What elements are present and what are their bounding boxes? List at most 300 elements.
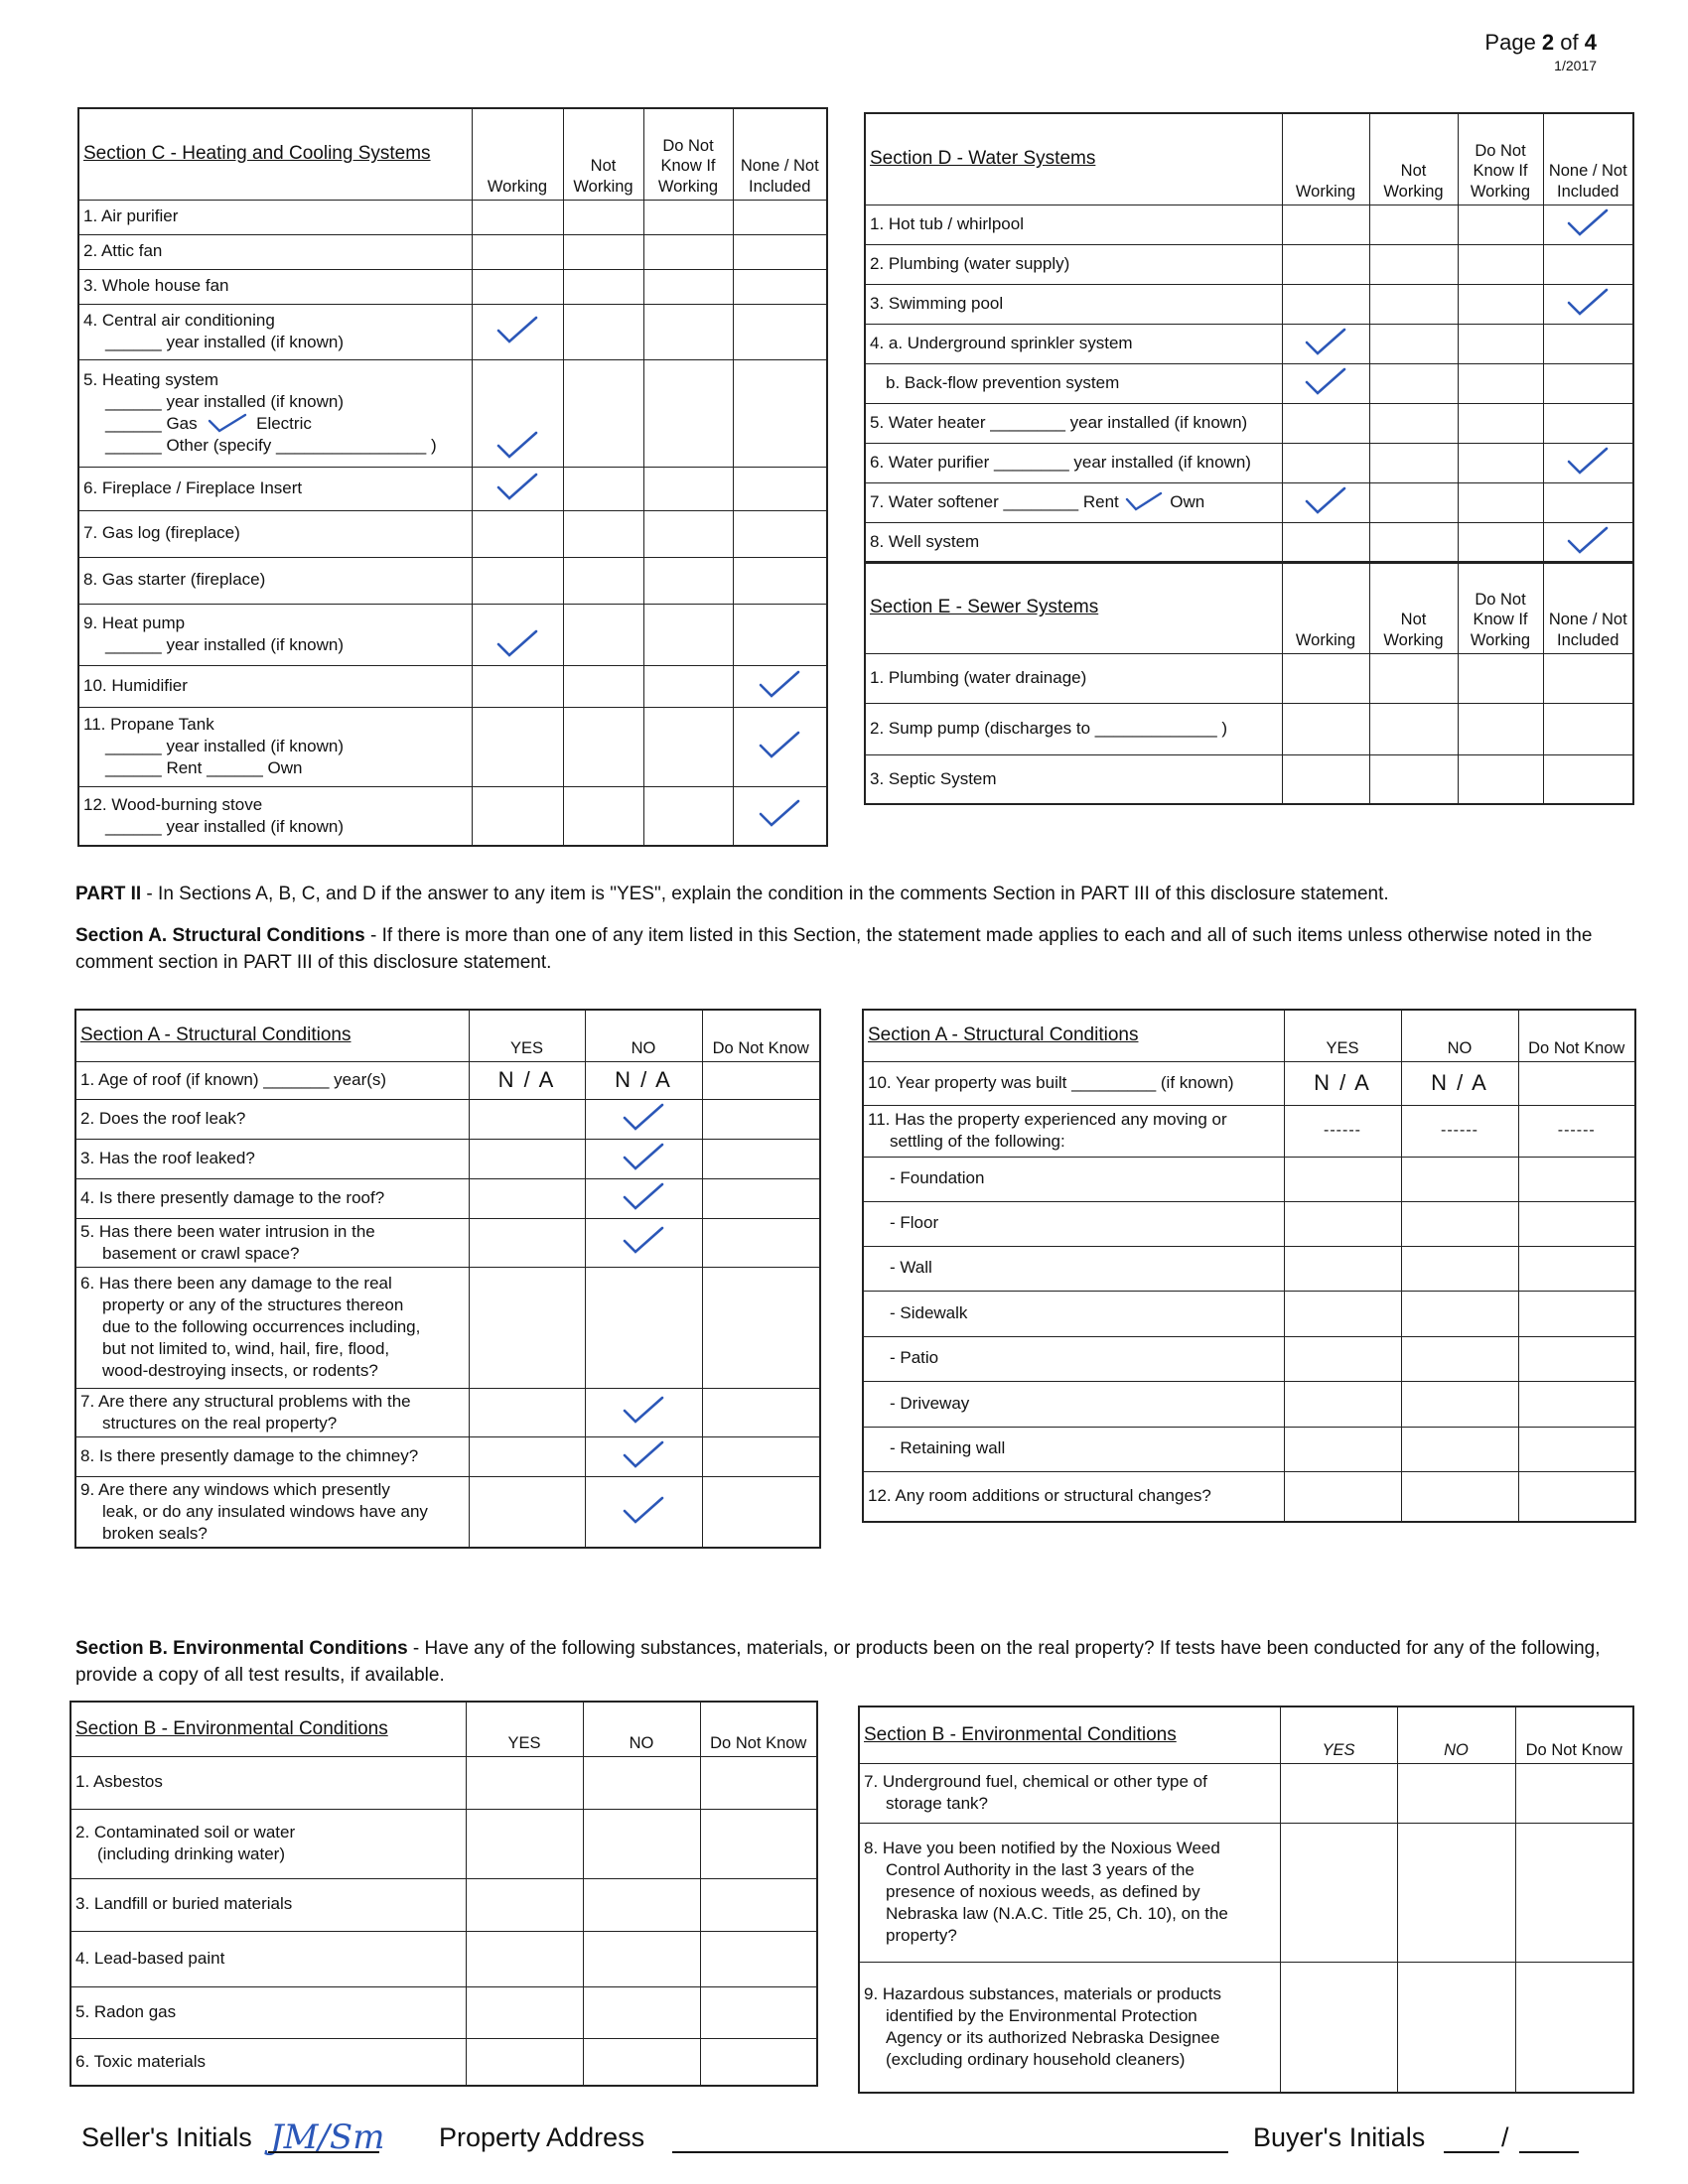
- item-heat-pump: 9. Heat pump ______ year installed (if known): [78, 604, 472, 665]
- cell[interactable]: [1284, 1336, 1401, 1381]
- cell[interactable]: [1369, 244, 1458, 284]
- cell[interactable]: [563, 304, 643, 359]
- section-b-title: Section B - Environmental Conditions: [859, 1706, 1280, 1763]
- cell[interactable]: [733, 510, 827, 557]
- section-a-left-table: [74, 1009, 821, 1549]
- cell[interactable]: [1369, 522, 1458, 563]
- cell[interactable]: [1543, 363, 1633, 403]
- item-property-damage: 6. Has there been any damage to the real property or any of the structures thereon due to the following occurrences including, but not limited to, wind, hail, fire, flood, wood-destroying insects, or rodents?: [75, 1267, 469, 1388]
- item-driveway: - Driveway: [863, 1381, 1284, 1427]
- cell[interactable]: [472, 707, 563, 786]
- item-toxic: 6. Toxic materials: [70, 2038, 466, 2086]
- cell[interactable]: [1458, 403, 1543, 443]
- section-c-title: Section C - Heating and Cooling Systems: [78, 108, 472, 200]
- checkmark-icon: [621, 1495, 666, 1525]
- cell[interactable]: [733, 234, 827, 269]
- cell[interactable]: [469, 1267, 585, 1388]
- cell[interactable]: [466, 1986, 583, 2038]
- item-attic-fan: 2. Attic fan: [78, 234, 472, 269]
- cell[interactable]: [563, 604, 643, 665]
- cell[interactable]: [585, 1267, 702, 1388]
- cell-yes: ------: [1284, 1105, 1401, 1157]
- cell[interactable]: [1284, 1201, 1401, 1246]
- item-well-system: 8. Well system: [865, 522, 1282, 563]
- cell[interactable]: [1518, 1427, 1635, 1471]
- col-working: Working: [1282, 113, 1369, 205]
- cell[interactable]: [1369, 363, 1458, 403]
- cell[interactable]: [1282, 522, 1369, 563]
- cell-working[interactable]: [472, 304, 563, 359]
- cell[interactable]: [1369, 703, 1458, 754]
- item-wall: - Wall: [863, 1246, 1284, 1291]
- page-number: Page 2 of 4: [1484, 30, 1597, 55]
- item-backflow: b. Back-flow prevention system: [865, 363, 1282, 403]
- cell[interactable]: [643, 200, 733, 234]
- col-working: Working: [1282, 562, 1369, 653]
- cell[interactable]: [643, 467, 733, 510]
- checkmark-icon: [621, 1142, 666, 1171]
- item-contaminated-soil: 2. Contaminated soil or water (including drinking water): [70, 1809, 466, 1878]
- cell[interactable]: [1458, 324, 1543, 363]
- cell[interactable]: [1458, 363, 1543, 403]
- cell[interactable]: [700, 1931, 817, 1986]
- item-hot-tub: 1. Hot tub / whirlpool: [865, 205, 1282, 244]
- cell-no[interactable]: [585, 1436, 702, 1476]
- item-lead-paint: 4. Lead-based paint: [70, 1931, 466, 1986]
- checkmark-icon: [1565, 287, 1611, 317]
- item-retaining-wall: - Retaining wall: [863, 1427, 1284, 1471]
- cell-no: ------: [1401, 1105, 1518, 1157]
- page-header: [1484, 30, 1597, 73]
- cell[interactable]: [702, 1436, 820, 1476]
- cell[interactable]: [1280, 1823, 1397, 1962]
- cell[interactable]: [583, 1931, 700, 1986]
- cell[interactable]: [1284, 1427, 1401, 1471]
- cell[interactable]: [472, 665, 563, 707]
- cell-no[interactable]: [585, 1388, 702, 1436]
- cell-working[interactable]: [1282, 324, 1369, 363]
- cell[interactable]: [469, 1218, 585, 1267]
- cell-none[interactable]: [1543, 205, 1633, 244]
- cell[interactable]: [583, 1878, 700, 1931]
- col-yes: YES: [466, 1702, 583, 1756]
- cell[interactable]: [1518, 1157, 1635, 1201]
- cell[interactable]: [1284, 1291, 1401, 1336]
- cell[interactable]: [702, 1099, 820, 1139]
- cell[interactable]: [1282, 653, 1369, 703]
- cell[interactable]: [733, 359, 827, 467]
- cell-working[interactable]: [1282, 482, 1369, 522]
- col-no: NO: [1401, 1010, 1518, 1061]
- cell[interactable]: [469, 1139, 585, 1178]
- cell-working[interactable]: [472, 604, 563, 665]
- cell[interactable]: [1369, 205, 1458, 244]
- cell[interactable]: [466, 2038, 583, 2086]
- item-water-softener: 7. Water softener ________ Rent Own: [865, 482, 1282, 522]
- checkmark-icon: [757, 798, 802, 828]
- cell[interactable]: [1458, 522, 1543, 563]
- cell[interactable]: [643, 665, 733, 707]
- item-water-intrusion: 5. Has there been water intrusion in the basement or crawl space?: [75, 1218, 469, 1267]
- col-do-not-know: Do Not Know: [1518, 1010, 1635, 1061]
- footer: [81, 2110, 1611, 2159]
- item-room-additions: 12. Any room additions or structural changes?: [863, 1471, 1284, 1522]
- cell[interactable]: [469, 1388, 585, 1436]
- property-address-line[interactable]: [672, 2151, 1228, 2153]
- cell-yes[interactable]: N / A: [1284, 1061, 1401, 1105]
- cell[interactable]: [643, 510, 733, 557]
- cell[interactable]: [643, 304, 733, 359]
- col-yes: YES: [1280, 1706, 1397, 1763]
- cell[interactable]: [702, 1388, 820, 1436]
- col-no: NO: [1397, 1706, 1515, 1763]
- cell[interactable]: [1369, 754, 1458, 804]
- cell[interactable]: [1401, 1381, 1518, 1427]
- cell[interactable]: [702, 1267, 820, 1388]
- cell[interactable]: [1369, 284, 1458, 324]
- cell[interactable]: [1401, 1471, 1518, 1522]
- checkmark-icon: [757, 730, 802, 759]
- cell[interactable]: [1458, 284, 1543, 324]
- cell-no[interactable]: [585, 1178, 702, 1218]
- buyer-initials-slash: /: [1501, 2122, 1509, 2152]
- cell[interactable]: [583, 1756, 700, 1809]
- cell[interactable]: [1515, 1763, 1633, 1823]
- col-not-working: Not Working: [1369, 562, 1458, 653]
- col-do-not-know: Do Not Know If Working: [1458, 562, 1543, 653]
- cell[interactable]: [1282, 754, 1369, 804]
- cell[interactable]: [583, 2038, 700, 2086]
- col-no: NO: [585, 1010, 702, 1061]
- property-address-label: Property Address: [439, 2122, 645, 2152]
- cell[interactable]: [1518, 1201, 1635, 1246]
- cell[interactable]: [733, 200, 827, 234]
- cell[interactable]: [1458, 703, 1543, 754]
- section-c-table: [77, 107, 828, 847]
- section-e-title: Section E - Sewer Systems: [865, 562, 1282, 653]
- cell-no[interactable]: [585, 1099, 702, 1139]
- col-yes: YES: [1284, 1010, 1401, 1061]
- checkmark-icon: [494, 628, 540, 658]
- item-sprinkler: 4. a. Underground sprinkler system: [865, 324, 1282, 363]
- cell[interactable]: [563, 707, 643, 786]
- cell[interactable]: [1518, 1291, 1635, 1336]
- col-no: NO: [583, 1702, 700, 1756]
- cell-none[interactable]: [733, 707, 827, 786]
- section-a-title: Section A - Structural Conditions: [863, 1010, 1284, 1061]
- cell[interactable]: [1284, 1471, 1401, 1522]
- cell-none[interactable]: [1543, 284, 1633, 324]
- cell[interactable]: [1369, 403, 1458, 443]
- col-do-not-know: Do Not Know: [1515, 1706, 1633, 1763]
- checkmark-icon: [757, 669, 802, 699]
- cell[interactable]: [733, 557, 827, 604]
- item-asbestos: 1. Asbestos: [70, 1756, 466, 1809]
- section-b-right-table: [858, 1706, 1634, 2094]
- cell[interactable]: [1282, 205, 1369, 244]
- checkmark-icon: [494, 472, 540, 501]
- cell-working[interactable]: [472, 467, 563, 510]
- col-none: None / Not Included: [1543, 113, 1633, 205]
- item-sump-pump: 2. Sump pump (discharges to _____________ ): [865, 703, 1282, 754]
- cell[interactable]: [1518, 1061, 1635, 1105]
- item-fireplace: 6. Fireplace / Fireplace Insert: [78, 467, 472, 510]
- cell[interactable]: [472, 269, 563, 304]
- checkmark-icon: [621, 1395, 666, 1425]
- buyer-initials-label: Buyer's Initials: [1253, 2122, 1426, 2152]
- cell[interactable]: [1401, 1427, 1518, 1471]
- cell[interactable]: [472, 786, 563, 846]
- cell-yes[interactable]: N / A: [469, 1061, 585, 1099]
- cell[interactable]: [702, 1139, 820, 1178]
- cell[interactable]: [1280, 1962, 1397, 2093]
- buyer-initials-line-2[interactable]: [1519, 2151, 1579, 2153]
- cell[interactable]: [702, 1178, 820, 1218]
- cell[interactable]: [1282, 244, 1369, 284]
- cell[interactable]: [472, 234, 563, 269]
- cell[interactable]: [1518, 1246, 1635, 1291]
- item-moving-settling: 11. Has the property experienced any moving or settling of the following:: [863, 1105, 1284, 1157]
- item-noxious-weeds: 8. Have you been notified by the Noxious Weed Control Authority in the last 3 years of the presence of noxious weeds, as defined by Nebraska law (N.A.C. Title 25, Ch. 10), on the property?: [859, 1823, 1280, 1962]
- item-patio: - Patio: [863, 1336, 1284, 1381]
- cell[interactable]: [1518, 1381, 1635, 1427]
- section-d-title: Section D - Water Systems: [865, 113, 1282, 205]
- item-heating-system: 5. Heating system ______ year installed (if known) ______ Gas Electric ______ Other (specify ________________ ): [78, 359, 472, 467]
- checkmark-icon: [1303, 485, 1348, 515]
- col-do-not-know: Do Not Know If Working: [1458, 113, 1543, 205]
- cell[interactable]: [563, 510, 643, 557]
- form-revision: 1/2017: [1554, 58, 1597, 73]
- section-e-table: [864, 561, 1634, 805]
- item-gas-starter: 8. Gas starter (fireplace): [78, 557, 472, 604]
- cell[interactable]: [563, 557, 643, 604]
- cell[interactable]: [1458, 244, 1543, 284]
- cell-working[interactable]: [472, 359, 563, 467]
- cell-no[interactable]: [585, 1139, 702, 1178]
- cell[interactable]: [643, 234, 733, 269]
- cell[interactable]: [563, 359, 643, 467]
- checkmark-icon: [1565, 446, 1611, 476]
- cell[interactable]: [466, 1878, 583, 1931]
- cell[interactable]: [643, 557, 733, 604]
- cell-none[interactable]: [733, 786, 827, 846]
- cell[interactable]: [469, 1099, 585, 1139]
- item-hazardous-substances: 9. Hazardous substances, materials or products identified by the Environmental Protection Agency or its authorized Nebraska Designee (excluding ordinary household cleaners): [859, 1962, 1280, 2093]
- cell[interactable]: [700, 1878, 817, 1931]
- item-year-built: 10. Year property was built _________ (if known): [863, 1061, 1284, 1105]
- cell[interactable]: [1282, 403, 1369, 443]
- cell[interactable]: [1369, 653, 1458, 703]
- item-structural-problems: 7. Are there any structural problems with the structures on the real property?: [75, 1388, 469, 1436]
- cell[interactable]: [1543, 324, 1633, 363]
- cell[interactable]: [563, 467, 643, 510]
- cell[interactable]: [733, 269, 827, 304]
- item-landfill: 3. Landfill or buried materials: [70, 1878, 466, 1931]
- cell[interactable]: [469, 1476, 585, 1548]
- checkmark-icon: [621, 1102, 666, 1132]
- item-gas-log: 7. Gas log (fireplace): [78, 510, 472, 557]
- checkmark-icon: [621, 1181, 666, 1211]
- cell-none[interactable]: [733, 665, 827, 707]
- cell[interactable]: [1282, 443, 1369, 482]
- cell-no[interactable]: N / A: [1401, 1061, 1518, 1105]
- cell[interactable]: [1518, 1471, 1635, 1522]
- cell[interactable]: [1284, 1381, 1401, 1427]
- item-windows-leak: 9. Are there any windows which presently leak, or do any insulated windows have any broken seals?: [75, 1476, 469, 1548]
- cell[interactable]: [1543, 653, 1633, 703]
- cell[interactable]: [1282, 703, 1369, 754]
- cell[interactable]: [643, 359, 733, 467]
- cell[interactable]: [1282, 284, 1369, 324]
- cell[interactable]: [1543, 754, 1633, 804]
- cell[interactable]: [733, 304, 827, 359]
- cell[interactable]: [643, 707, 733, 786]
- section-b-title: Section B - Environmental Conditions: [70, 1702, 466, 1756]
- col-working: Working: [472, 108, 563, 200]
- checkmark-icon: [621, 1225, 666, 1255]
- item-roof-leak: 2. Does the roof leak?: [75, 1099, 469, 1139]
- cell[interactable]: [472, 557, 563, 604]
- checkmark-icon: [1565, 525, 1611, 555]
- cell[interactable]: [1397, 1823, 1515, 1962]
- cell[interactable]: [1401, 1157, 1518, 1201]
- cell-dnk: ------: [1518, 1105, 1635, 1157]
- item-roof-leaked: 3. Has the roof leaked?: [75, 1139, 469, 1178]
- cell[interactable]: [1543, 403, 1633, 443]
- cell-no[interactable]: [585, 1218, 702, 1267]
- checkmark-icon: [1303, 366, 1348, 396]
- cell[interactable]: [733, 604, 827, 665]
- cell[interactable]: [1369, 482, 1458, 522]
- cell[interactable]: [1280, 1763, 1397, 1823]
- col-yes: YES: [469, 1010, 585, 1061]
- section-a-intro: Section A. Structural Conditions - If there is more than one of any item listed in this Section, the statement made applies to each and all of such items unless otherwise noted in the comment section in PART III of this disclosure statement.: [75, 925, 1593, 973]
- section-d-table: [864, 112, 1634, 564]
- cell[interactable]: [1458, 443, 1543, 482]
- cell-working[interactable]: [1282, 363, 1369, 403]
- part2-intro: PART II - In Sections A, B, C, and D if the answer to any item is "YES", explain the condition in the comments Section in PART III of this disclosure statement.: [75, 884, 1389, 904]
- col-none: None / Not Included: [1543, 562, 1633, 653]
- cell[interactable]: [702, 1061, 820, 1099]
- cell[interactable]: [1284, 1246, 1401, 1291]
- cell[interactable]: [1458, 653, 1543, 703]
- cell[interactable]: [1458, 205, 1543, 244]
- item-wood-stove: 12. Wood-burning stove ______ year installed (if known): [78, 786, 472, 846]
- cell[interactable]: [702, 1218, 820, 1267]
- cell[interactable]: [1515, 1962, 1633, 2093]
- cell[interactable]: [1543, 703, 1633, 754]
- cell[interactable]: [1284, 1157, 1401, 1201]
- cell[interactable]: [1401, 1336, 1518, 1381]
- item-foundation: - Foundation: [863, 1157, 1284, 1201]
- seller-initials-signature[interactable]: JM/Sm: [270, 2117, 385, 2157]
- cell[interactable]: [1458, 482, 1543, 522]
- col-not-working: Not Working: [1369, 113, 1458, 205]
- cell[interactable]: [563, 665, 643, 707]
- cell[interactable]: [1458, 754, 1543, 804]
- cell-none[interactable]: [1543, 443, 1633, 482]
- item-air-purifier: 1. Air purifier: [78, 200, 472, 234]
- cell[interactable]: [469, 1178, 585, 1218]
- cell[interactable]: [466, 1809, 583, 1878]
- section-b-left-table: [70, 1701, 818, 2087]
- seller-initials-line: [268, 2151, 379, 2153]
- cell[interactable]: [563, 200, 643, 234]
- col-do-not-know: Do Not Know: [700, 1702, 817, 1756]
- section-a-title: Section A - Structural Conditions: [75, 1010, 469, 1061]
- cell[interactable]: [466, 1756, 583, 1809]
- cell[interactable]: [1543, 244, 1633, 284]
- cell[interactable]: [469, 1436, 585, 1476]
- cell[interactable]: [472, 200, 563, 234]
- col-do-not-know: Do Not Know: [702, 1010, 820, 1061]
- item-underground-tank: 7. Underground fuel, chemical or other type of storage tank?: [859, 1763, 1280, 1823]
- cell-no[interactable]: [585, 1476, 702, 1548]
- checkmark-icon: [494, 315, 540, 344]
- cell[interactable]: [472, 510, 563, 557]
- cell[interactable]: [1397, 1962, 1515, 2093]
- cell[interactable]: [1518, 1336, 1635, 1381]
- buyer-initials-line-1[interactable]: [1444, 2151, 1499, 2153]
- checkmark-icon: [1565, 207, 1611, 237]
- col-not-working: Not Working: [563, 108, 643, 200]
- checkmark-icon: [1303, 327, 1348, 356]
- cell[interactable]: [700, 1809, 817, 1878]
- item-radon: 5. Radon gas: [70, 1986, 466, 2038]
- cell[interactable]: [700, 1756, 817, 1809]
- cell[interactable]: [583, 1809, 700, 1878]
- item-roof-age: 1. Age of roof (if known) _______ year(s): [75, 1061, 469, 1099]
- cell[interactable]: [563, 269, 643, 304]
- item-humidifier: 10. Humidifier: [78, 665, 472, 707]
- cell[interactable]: [1369, 443, 1458, 482]
- cell[interactable]: [702, 1476, 820, 1548]
- cell[interactable]: [1401, 1291, 1518, 1336]
- seller-initials-label: Seller's Initials: [81, 2122, 252, 2152]
- cell[interactable]: [700, 1986, 817, 2038]
- item-septic: 3. Septic System: [865, 754, 1282, 804]
- cell[interactable]: [466, 1931, 583, 1986]
- item-floor: - Floor: [863, 1201, 1284, 1246]
- col-do-not-know: Do Not Know If Working: [643, 108, 733, 200]
- cell[interactable]: [1369, 324, 1458, 363]
- item-plumbing-drainage: 1. Plumbing (water drainage): [865, 653, 1282, 703]
- item-swimming-pool: 3. Swimming pool: [865, 284, 1282, 324]
- cell[interactable]: [643, 786, 733, 846]
- item-sidewalk: - Sidewalk: [863, 1291, 1284, 1336]
- cell[interactable]: [733, 467, 827, 510]
- cell[interactable]: [563, 234, 643, 269]
- cell[interactable]: [1397, 1763, 1515, 1823]
- cell[interactable]: [1515, 1823, 1633, 1962]
- cell-no[interactable]: N / A: [585, 1061, 702, 1099]
- item-central-air: 4. Central air conditioning ______ year installed (if known): [78, 304, 472, 359]
- cell[interactable]: [1401, 1201, 1518, 1246]
- cell[interactable]: [563, 786, 643, 846]
- item-water-purifier: 6. Water purifier ________ year installed (if known): [865, 443, 1282, 482]
- checkmark-icon: [1123, 491, 1165, 511]
- cell[interactable]: [643, 269, 733, 304]
- section-a-right-table: [862, 1009, 1636, 1523]
- item-roof-damage: 4. Is there presently damage to the roof?: [75, 1178, 469, 1218]
- cell[interactable]: [643, 604, 733, 665]
- cell[interactable]: [583, 1986, 700, 2038]
- cell[interactable]: [700, 2038, 817, 2086]
- cell[interactable]: [1401, 1246, 1518, 1291]
- cell[interactable]: [1543, 482, 1633, 522]
- cell-none[interactable]: [1543, 522, 1633, 563]
- item-propane-tank: 11. Propane Tank ______ year installed (if known) ______ Rent ______ Own: [78, 707, 472, 786]
